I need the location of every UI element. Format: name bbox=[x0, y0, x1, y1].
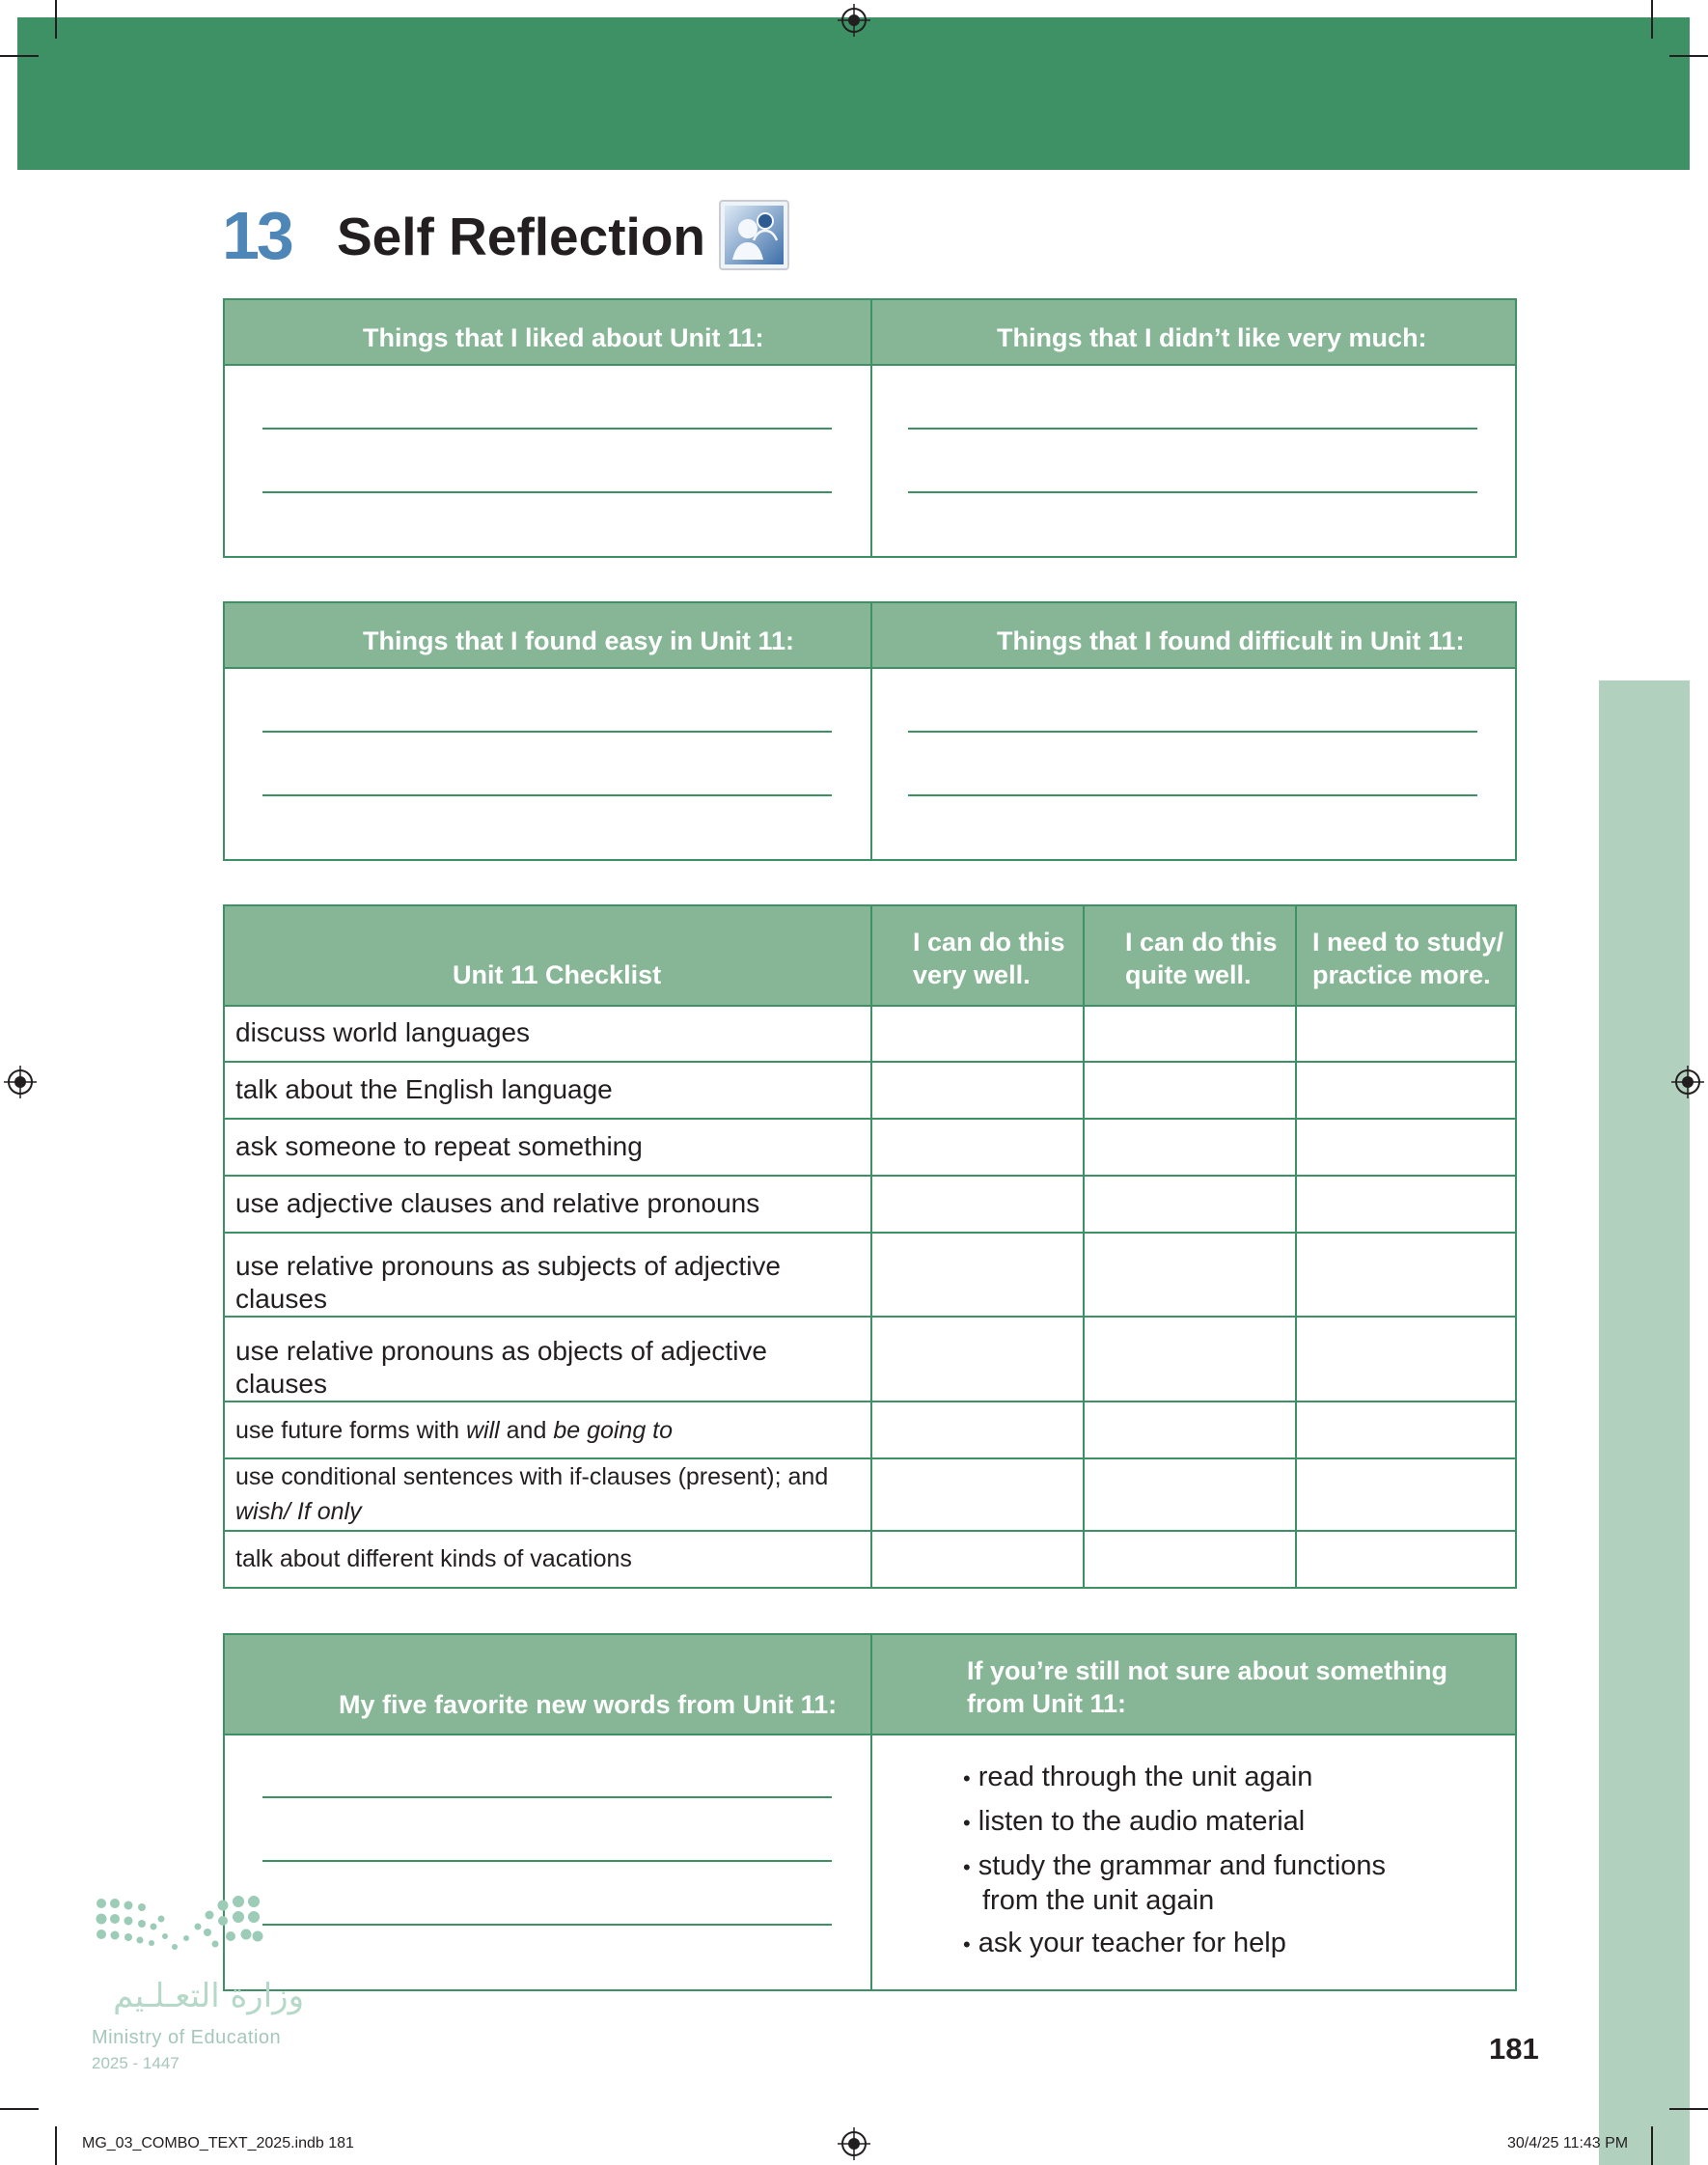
liked-header: Things that I liked about Unit 11: bbox=[363, 323, 764, 352]
checklist-item: discuss world languages bbox=[235, 1017, 531, 1047]
registration-mark-icon bbox=[4, 1066, 37, 1098]
lesson-number: 13 bbox=[222, 198, 291, 273]
checklist-item: talk about the English language bbox=[235, 1074, 613, 1104]
checklist-item: ask someone to repeat something bbox=[235, 1131, 643, 1161]
difficult-write-line[interactable] bbox=[908, 731, 1477, 733]
checklist-item: use future forms with will and be going to bbox=[235, 1417, 674, 1444]
side-color-band bbox=[1599, 680, 1690, 2165]
ministry-logo-year: 2025 - 1447 bbox=[92, 2054, 179, 2072]
footer-date: 30/4/25 11:43 PM bbox=[1507, 2135, 1629, 2151]
registration-mark-icon bbox=[838, 2127, 870, 2160]
crop-mark bbox=[55, 0, 57, 39]
easy-header: Things that I found easy in Unit 11: bbox=[363, 626, 795, 655]
footer-file-info: MG_03_COMBO_TEXT_2025.indb 181 bbox=[82, 2135, 354, 2151]
difficult-header: Things that I found difficult in Unit 11: bbox=[997, 626, 1465, 655]
registration-mark-icon bbox=[1671, 1066, 1704, 1098]
disliked-header: Things that I didn’t like very much: bbox=[997, 323, 1427, 352]
ministry-logo-english: Ministry of Education bbox=[92, 2027, 282, 2048]
tip-item: • listen to the audio material bbox=[963, 1806, 1306, 1837]
crop-mark bbox=[0, 2108, 39, 2110]
page-number: 181 bbox=[1489, 2032, 1539, 2066]
easy-write-line[interactable] bbox=[262, 731, 832, 733]
difficult-write-line[interactable] bbox=[908, 794, 1477, 796]
column-header-quite-well: I can do this quite well. bbox=[1125, 928, 1278, 989]
crop-mark bbox=[1669, 55, 1708, 57]
ministry-logo-dots-icon bbox=[92, 1894, 314, 1990]
top-color-band bbox=[17, 17, 1690, 170]
checklist-item: use relative pronouns as subjects of adjective clauses bbox=[235, 1251, 781, 1314]
tip-item: • read through the unit again bbox=[963, 1762, 1313, 1792]
checklist-title: Unit 11 Checklist bbox=[453, 960, 662, 989]
word-write-line[interactable] bbox=[262, 1796, 832, 1798]
easy-difficult-box bbox=[223, 601, 1517, 861]
ministry-logo-arabic: وزارة التعـلـيم bbox=[113, 1977, 304, 2015]
word-write-line[interactable] bbox=[262, 1860, 832, 1862]
checklist-item: use conditional sentences with if-clauses (present); and wish/ If only bbox=[235, 1463, 829, 1525]
self-reflection-icon bbox=[719, 200, 789, 270]
checklist-item: use adjective clauses and relative pronouns bbox=[235, 1188, 760, 1218]
tip-item: • study the grammar and functions from the unit again bbox=[963, 1850, 1387, 1916]
ministry-logo bbox=[92, 1894, 314, 2077]
favorite-words-box bbox=[223, 1633, 1517, 1991]
crop-mark bbox=[0, 55, 39, 57]
checklist-table bbox=[223, 904, 1517, 1589]
registration-mark-icon bbox=[838, 4, 870, 37]
tip-item: • ask your teacher for help bbox=[963, 1928, 1286, 1958]
disliked-write-line[interactable] bbox=[908, 428, 1477, 430]
crop-mark bbox=[1669, 2108, 1708, 2110]
checklist-item: talk about different kinds of vacations bbox=[235, 1545, 632, 1572]
not-sure-header: If you’re still not sure about something from Unit 11: bbox=[967, 1656, 1448, 1718]
liked-write-line[interactable] bbox=[262, 491, 832, 493]
crop-mark bbox=[55, 2126, 57, 2165]
favorite-words-header: My five favorite new words from Unit 11: bbox=[339, 1690, 838, 1719]
crop-mark bbox=[1651, 0, 1653, 39]
easy-write-line[interactable] bbox=[262, 794, 832, 796]
page-title: Self Reflection bbox=[337, 207, 706, 266]
column-header-very-well: I can do this very well. bbox=[913, 928, 1065, 989]
disliked-write-line[interactable] bbox=[908, 491, 1477, 493]
column-header-study-more: I need to study/ practice more. bbox=[1312, 928, 1504, 989]
checklist-item: use relative pronouns as objects of adjective clauses bbox=[235, 1336, 767, 1399]
crop-mark bbox=[1651, 2126, 1653, 2165]
liked-write-line[interactable] bbox=[262, 428, 832, 430]
liked-disliked-box bbox=[223, 298, 1517, 558]
word-write-line[interactable] bbox=[262, 1924, 832, 1926]
